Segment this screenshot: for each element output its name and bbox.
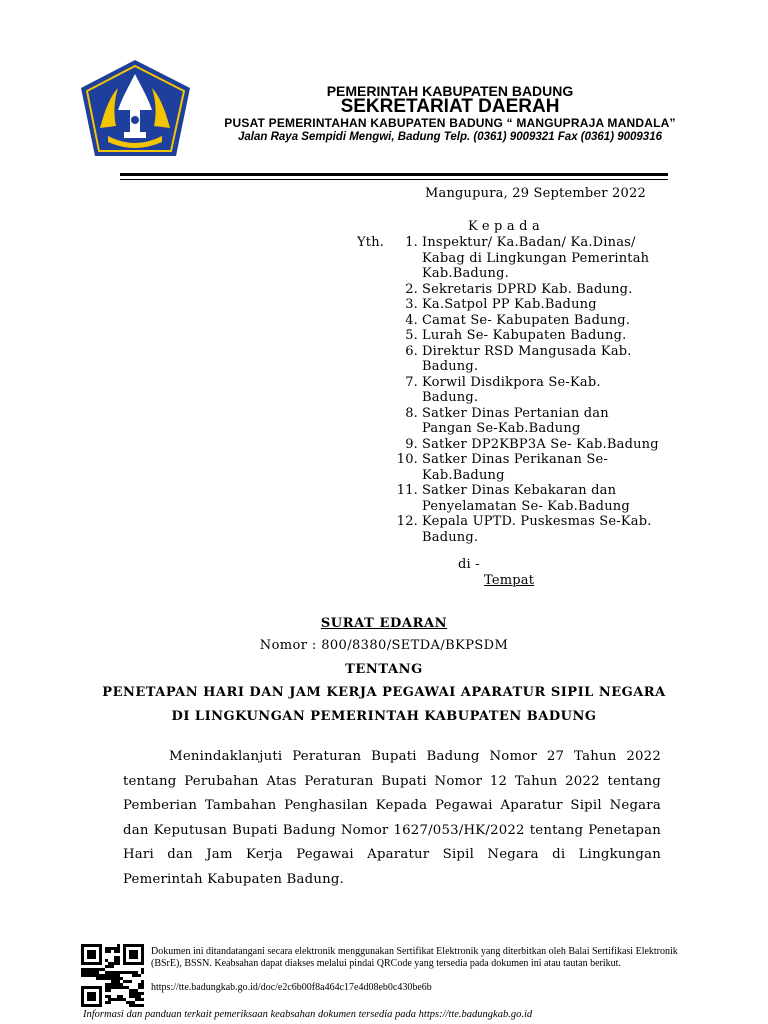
recipient-item xyxy=(382,483,682,514)
recipient-number: 9. xyxy=(405,436,418,452)
body-paragraph: Menindaklanjuti Peraturan Bupati Badung Nomor 27 Tahun 2022 tentang Perubahan Atas Peraturan Bupati Nomor 12 Tahun 2022 tentang Pemberian Tambahan Penghasilan Kepada Pegawai Aparatur Sipil Negara dan Keputusan Bupati Badung Nomor 1627/053/HK/2022 tentang Penetapan Hari dan Jam Kerja Pegawai Aparatur Sipil Negara di Lingkungan Pemerintah Kabupaten Badung. xyxy=(123,749,661,887)
subject-line-1: PENETAPAN HARI DAN JAM KERJA PEGAWAI APARATUR SIPIL NEGARA xyxy=(102,685,666,700)
recipient-item xyxy=(382,406,682,437)
recipient-line: Badung. xyxy=(422,529,479,545)
recipient-number: 3. xyxy=(405,297,418,312)
yth-label: Yth. xyxy=(357,235,385,250)
qr-code-icon[interactable] xyxy=(81,944,144,1007)
recipient-line: Satker Dinas Pertanian dan xyxy=(422,405,609,421)
recipient-line: Satker DP2KBP3A Se- Kab.Badung xyxy=(422,436,659,452)
recipient-item xyxy=(382,452,682,483)
verification-link[interactable]: https://tte.badungkab.go.id/doc/e2c6b00f8a464c17e4d08eb0c430be6b xyxy=(151,982,432,993)
recipient-line: Kabag di Lingkungan Pemerintah xyxy=(422,250,650,266)
recipient-line: Korwil Disdikpora Se-Kab. xyxy=(422,374,601,390)
recipient-line: Direktur RSD Mangusada Kab. xyxy=(422,343,632,359)
badung-regency-emblem xyxy=(78,58,193,158)
recipient-line: Pangan Se-Kab.Badung xyxy=(422,421,581,436)
recipient-item xyxy=(382,328,682,344)
letterhead-office: SEKRETARIAT DAERAH xyxy=(340,96,560,117)
recipient-line: Inspektur/ Ka.Badan/ Ka.Dinas/ xyxy=(422,235,636,250)
recipient-text xyxy=(422,483,630,514)
letterhead-address: Jalan Raya Sempidi Mengwi, Badung Telp. (0361) 9009321 Fax (0361) 9009316 xyxy=(238,131,662,143)
recipient-item xyxy=(382,344,682,375)
recipient-item xyxy=(382,235,682,282)
recipient-text xyxy=(422,235,649,282)
document-number: Nomor : 800/8380/SETDA/BKPSDM xyxy=(259,638,509,653)
recipient-list xyxy=(382,235,682,545)
recipient-number: 8. xyxy=(405,405,418,421)
recipient-item xyxy=(382,282,682,298)
recipient-number: 11. xyxy=(396,483,418,498)
recipient-line: Ka.Satpol PP Kab.Badung xyxy=(422,297,597,312)
recipient-line: Satker Dinas Perikanan Se- xyxy=(422,452,608,467)
tempat-label: Tempat xyxy=(484,573,535,588)
recipient-number: 1. xyxy=(405,235,418,250)
signature-note: Dokumen ini ditandatangani secara elektronik menggunakan Sertifikat Elektronik yang diterbitkan oleh Balai Sertifikasi Elektronik (BSrE), BSSN. Keabsahan dapat diakses melalui pindai QRCode yang tersedia pada dokumen ini atau tautan berikut. xyxy=(151,946,678,969)
subject-line-2: DI LINGKUNGAN PEMERINTAH KABUPATEN BADUNG xyxy=(171,709,597,724)
recipient-line: Kab.Badung xyxy=(422,467,505,483)
recipient-item xyxy=(382,437,682,453)
recipient-line: Kepala UPTD. Puskesmas Se-Kab. xyxy=(422,514,652,529)
recipient-line: Lurah Se- Kabupaten Badung. xyxy=(422,328,627,343)
recipient-text xyxy=(422,328,626,344)
recipient-text xyxy=(422,406,609,437)
recipient-item xyxy=(382,514,682,545)
tentang-heading: TENTANG xyxy=(345,662,423,677)
di-label: di - xyxy=(458,557,480,572)
recipient-text xyxy=(422,514,652,545)
letterhead-rule-thick xyxy=(120,173,668,176)
recipient-line: Badung. xyxy=(422,390,479,405)
recipient-text xyxy=(422,375,601,406)
letterhead-government: PEMERINTAH KABUPATEN BADUNG xyxy=(326,83,574,99)
document-title: SURAT EDARAN xyxy=(320,616,448,631)
recipient-text xyxy=(422,344,632,375)
recipient-text xyxy=(422,282,633,298)
recipient-item xyxy=(382,297,682,313)
recipient-text xyxy=(422,437,659,453)
recipient-item xyxy=(382,313,682,329)
recipient-number: 6. xyxy=(405,343,418,359)
place-date: Mangupura, 29 September 2022 xyxy=(425,186,646,201)
recipient-number: 10. xyxy=(396,452,418,467)
recipient-line: Sekretaris DPRD Kab. Badung. xyxy=(422,281,633,297)
recipient-text xyxy=(422,452,608,483)
recipient-number: 7. xyxy=(405,374,418,390)
recipient-item xyxy=(382,375,682,406)
recipient-line: Penyelamatan Se- Kab.Badung xyxy=(422,498,630,514)
kepada-label: Kepada xyxy=(468,219,545,234)
recipient-number: 2. xyxy=(405,281,418,297)
recipient-line: Camat Se- Kabupaten Badung. xyxy=(422,312,631,328)
recipient-number: 5. xyxy=(405,328,418,343)
verification-info: Informasi dan panduan terkait pemeriksaan keabsahan dokumen tersedia pada https://tte.badungkab.go.id xyxy=(83,1009,533,1020)
recipient-text xyxy=(422,313,630,329)
recipient-number: 4. xyxy=(405,312,418,328)
recipient-line: Satker Dinas Kebakaran dan xyxy=(422,483,617,498)
letterhead-rule-thin xyxy=(120,179,668,180)
letterhead-center: PUSAT PEMERINTAHAN KABUPATEN BADUNG “ MANGUPRAJA MANDALA” xyxy=(224,116,676,130)
recipient-line: Badung. xyxy=(422,359,479,374)
recipient-number: 12. xyxy=(396,514,418,529)
recipient-line: Kab.Badung. xyxy=(422,266,509,281)
recipient-text xyxy=(422,297,597,313)
